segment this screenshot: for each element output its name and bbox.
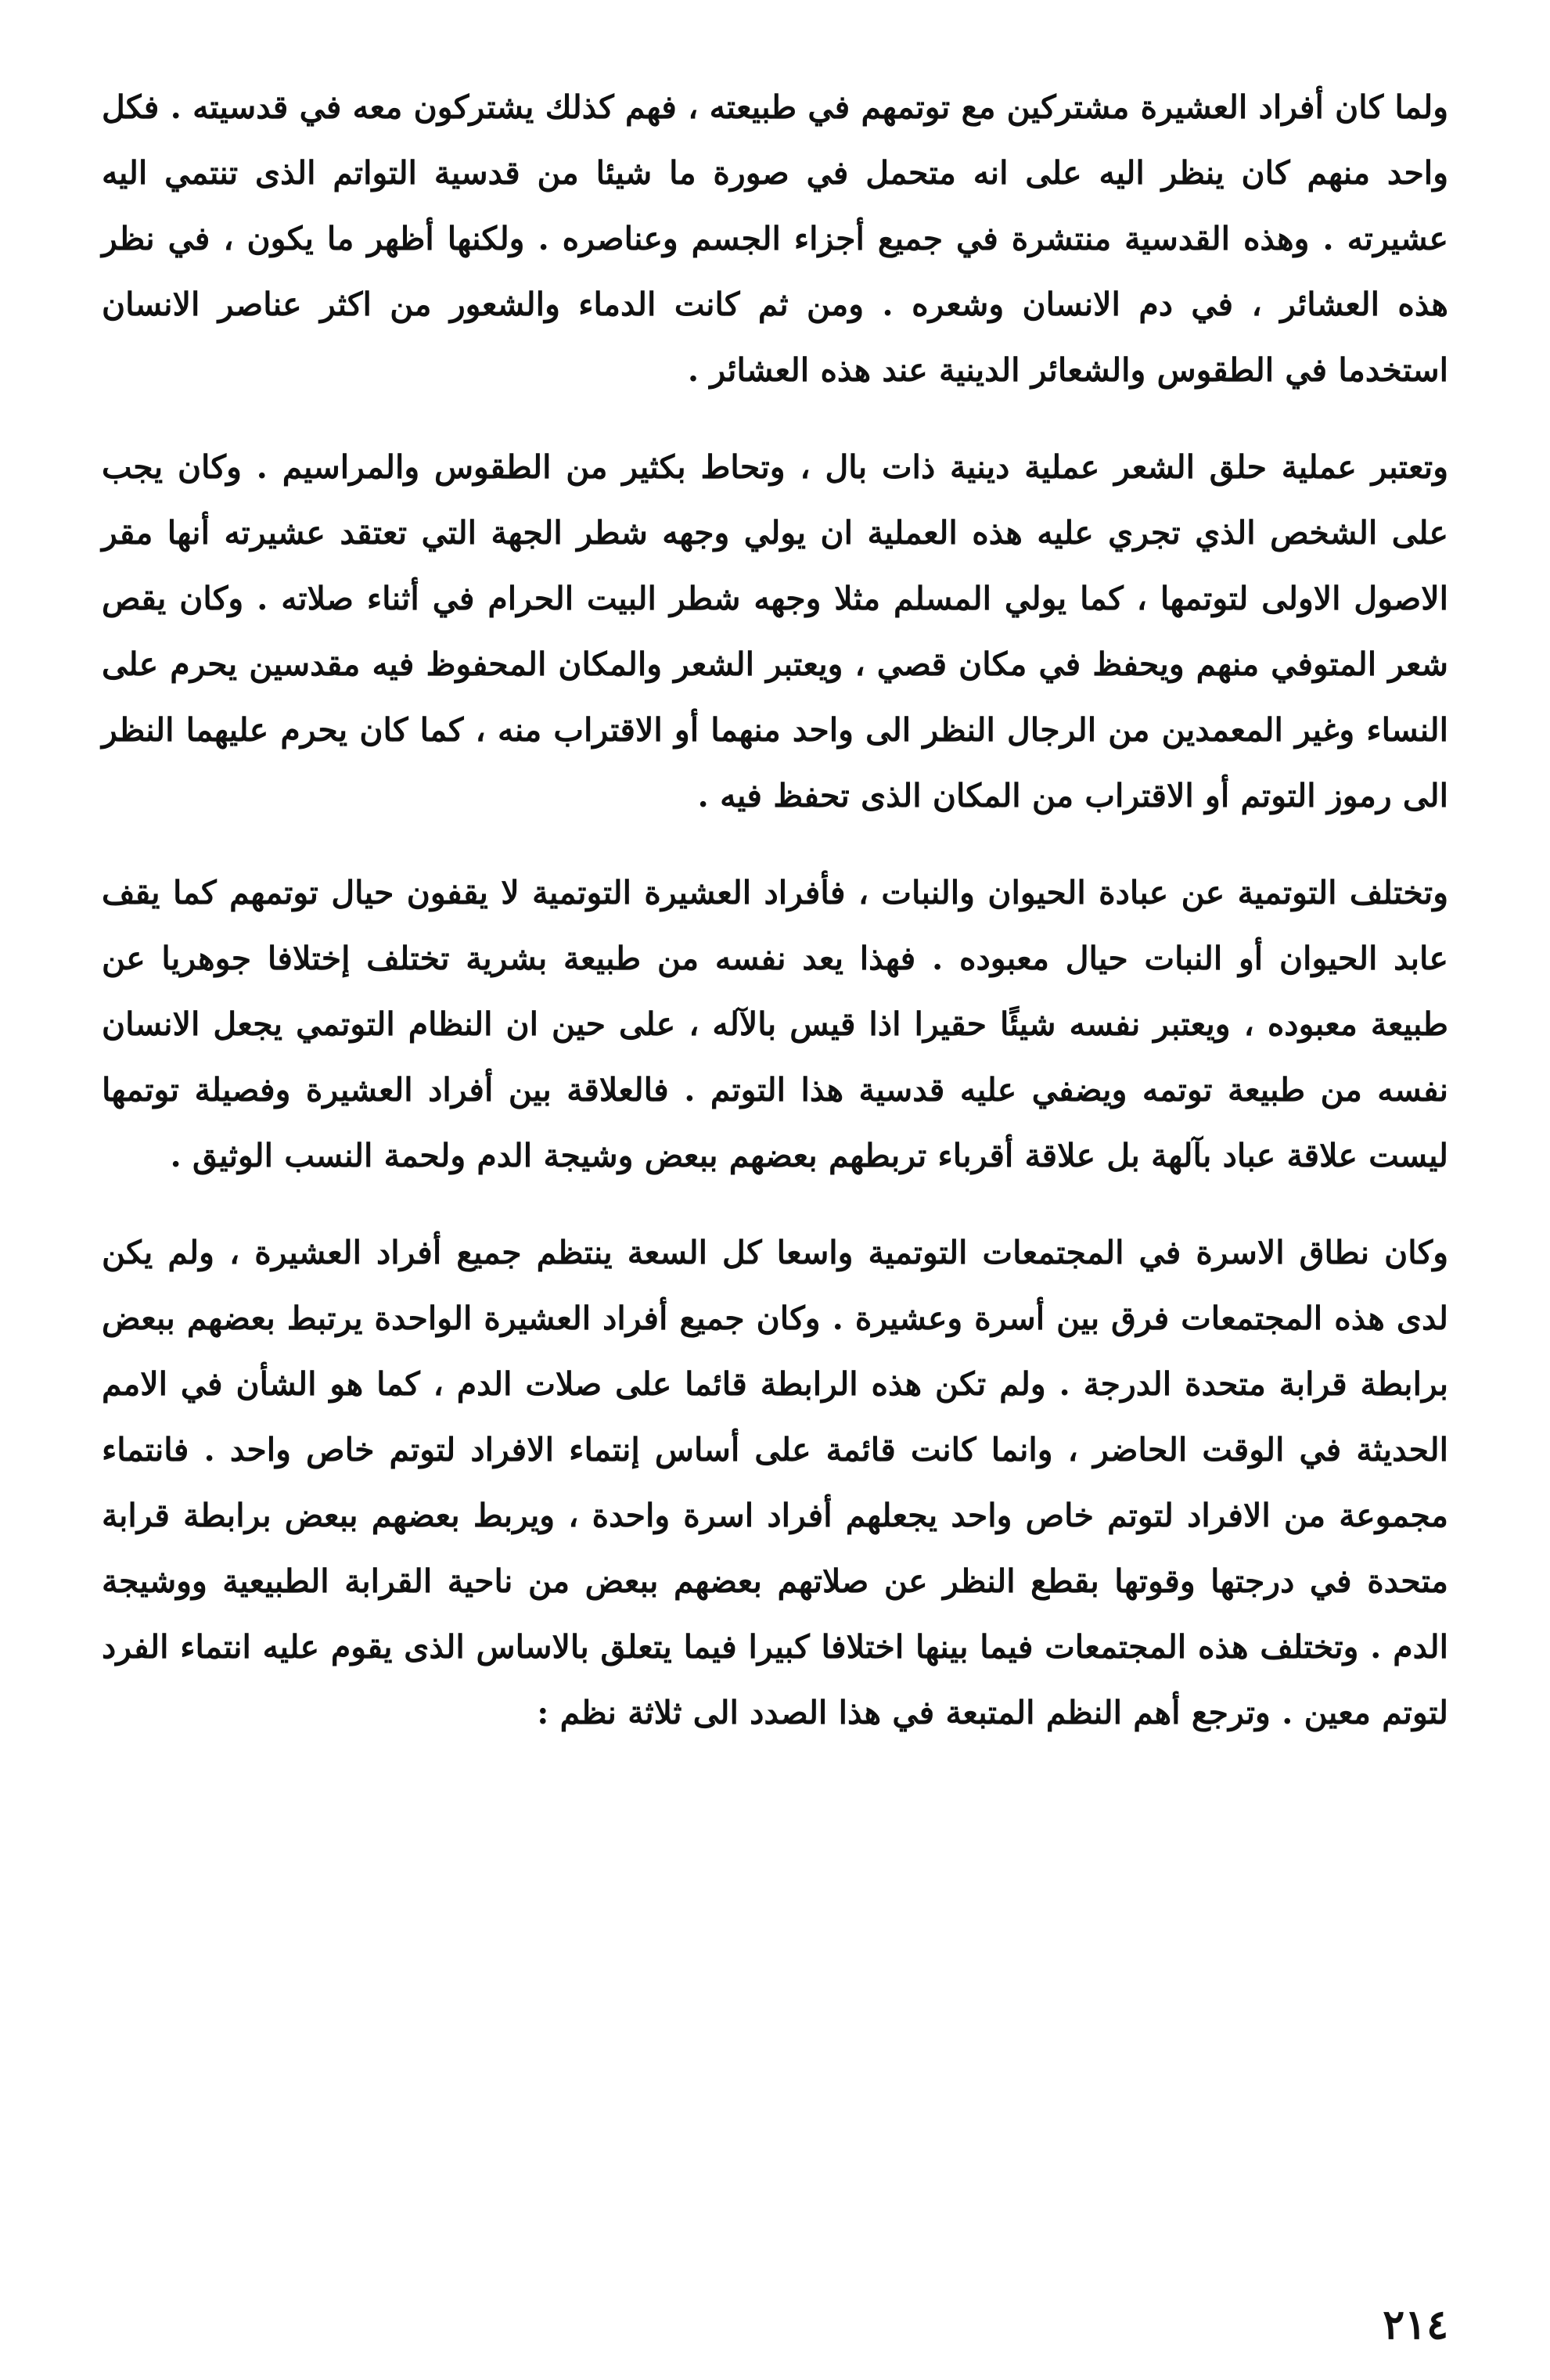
paragraph-hair-rituals: وتعتبر عملية حلق الشعر عملية دينية ذات بال ، وتحاط بكثير من الطقوس والمراسيم . وكان يجب على الشخص الذي تجري عليه هذه العملية ان يولي وجهه شطر الجهة التي تعتقد عشيرته أنها مقر الاصول الاولى لتوتمها ، كما يولي المسلم مثلا وجهه شطر البيت الحرام في أثناء صلاته . وكان يقص شعر المتوفي منهم ويحفظ في مكان قصي ، ويعتبر الشعر والمكان المحفوظ فيه مقدسين يحرم على النساء وغير المعمدين من الرجال النظر الى واحد منهما أو الاقتراب منه ، كما كان يحرم عليهما النظر الى رموز التوتم أو الاقتراب من المكان الذى تحفظ فيه . — [102, 448, 1448, 814]
paragraph-clan-sanctity: ولما كان أفراد العشيرة مشتركين مع توتمهم في طبيعته ، فهم كذلك يشتركون معه في قدسيته . فكل واحد منهم كان ينظر اليه على انه متحمل في صورة ما شيئا من قدسية التواتم الذى تنتمي اليه عشيرته . وهذه القدسية منتشرة في جميع أجزاء الجسم وعناصره . ولكنها أظهر ما يكون ، في نظر هذه العشائر ، في دم الانسان وشعره . ومن ثم كانت الدماء والشعور من اكثر عناصر الانسان استخدما في الطقوس والشعائر الدينية عند هذه العشائر . — [102, 88, 1448, 389]
page-number: ٢١٤ — [1383, 2301, 1448, 2349]
paragraph-totemism-vs-worship: وتختلف التوتمية عن عبادة الحيوان والنبات ، فأفراد العشيرة التوتمية لا يقفون حيال توتمهم كما يقف عابد الحيوان أو النبات حيال معبوده . فهذا يعد نفسه من طبيعة بشرية تختلف إختلافا جوهريا عن طبيعة معبوده ، ويعتبر نفسه شيئًا حقيرا اذا قيس بالآله ، على حين ان النظام التوتمي يجعل الانسان نفسه من طبيعة توتمه ويضفي عليه قدسية هذا التوتم . فالعلاقة بين أفراد العشيرة وفصيلة توتمها ليست علاقة عباد بآلهة بل علاقة أقرباء تربطهم بعضهم ببعض وشيجة الدم ولحمة النسب الوثيق . — [102, 874, 1448, 1174]
paragraph-family-scope: وكان نطاق الاسرة في المجتمعات التوتمية واسعا كل السعة ينتظم جميع أفراد العشيرة ، ولم يكن لدى هذه المجتمعات فرق بين أسرة وعشيرة . وكان جميع أفراد العشيرة الواحدة يرتبط بعضهم ببعض برابطة قرابة متحدة الدرجة . ولم تكن هذه الرابطة قائما على صلات الدم ، كما هو الشأن في الامم الحديثة في الوقت الحاضر ، وانما كانت قائمة على أساس إنتماء الافراد لتوتم خاص واحد . فانتماء مجموعة من الافراد لتوتم خاص واحد يجعلهم أفراد اسرة واحدة ، ويربط بعضهم ببعض برابطة قرابة متحدة في درجتها وقوتها بقطع النظر عن صلاتهم بعضهم ببعض من ناحية القرابة الطبيعية ووشيجة الدم . وتختلف هذه المجتمعات فيما بينها اختلافا كبيرا فيما يتعلق بالاساس الذى يقوم عليه انتماء الفرد لتوتم معين . وترجع أهم النظم المتبعة في هذا الصدد الى ثلاثة نظم : — [102, 1234, 1448, 1731]
